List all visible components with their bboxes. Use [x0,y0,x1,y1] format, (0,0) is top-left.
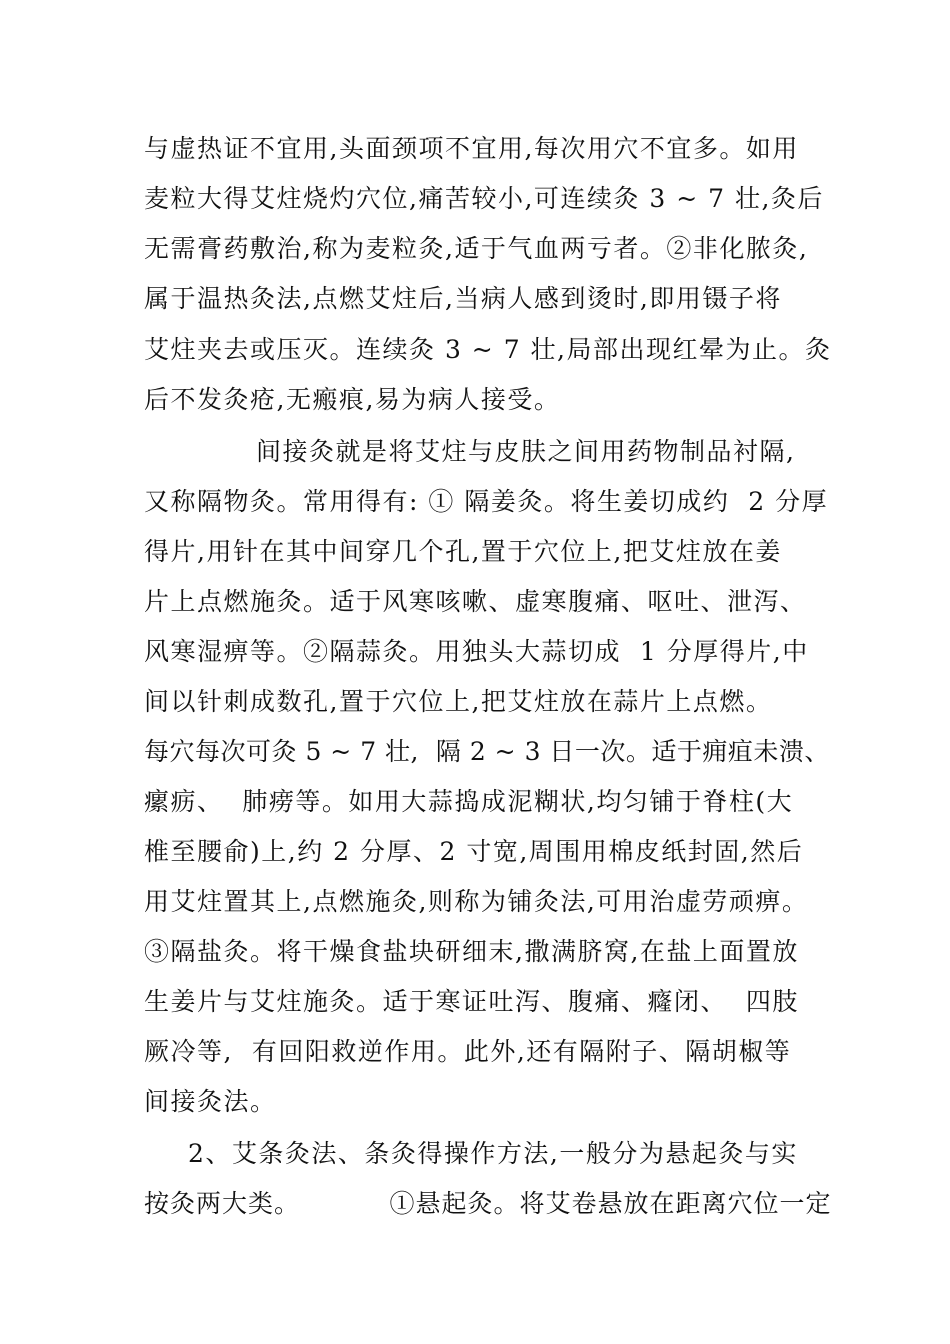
text-line: 后不发灸疮,无瘢痕,易为病人接受。 [144,385,561,414]
text-line: 属于温热灸法,点燃艾炷后,当病人感到烫时,即用镊子将 [144,284,782,313]
text-line: 生姜片与艾炷施灸。适于寒证吐泻、腹痛、癃闭、 四肢 [144,987,799,1016]
text-line: 无需膏药敷治,称为麦粒灸,适于气血两亏者。②非化脓灸, [144,234,809,263]
text-line: 片上点燃施灸。适于风寒咳嗽、虚寒腹痛、呕吐、泄泻、 [144,587,807,616]
text-line: ③隔盐灸。将干燥食盐块研细末,撒满脐窝,在盐上面置放 [144,937,799,966]
text-line: 按灸两大类。 ①悬起灸。将艾卷悬放在距离穴位一定 [144,1189,832,1218]
paragraph-first-line: 间接灸就是将艾炷与皮肤之间用药物制品衬隔, [256,437,796,466]
text-line: 用艾炷置其上,点燃施灸,则称为铺灸法,可用治虚劳顽痹。 [144,887,809,916]
text-line: 与虚热证不宜用,头面颈项不宜用,每次用穴不宜多。如用 [144,134,799,163]
text-line: 厥冷等, 有回阳救逆作用。此外,还有隔附子、隔胡椒等 [144,1037,792,1066]
text-line: 麦粒大得艾炷烧灼穴位,痛苦较小,可连续灸 3 ~ 7 壮,灸后 [144,184,824,213]
text-line: 艾炷夹去或压灭。连续灸 3 ~ 7 壮,局部出现红晕为止。灸 [144,335,832,364]
text-line: 又称隔物灸。常用得有: ① 隔姜灸。将生姜切成约 2 分厚 [144,487,829,516]
text-line: 间接灸法。 [144,1087,277,1116]
text-line: 瘰疬、 肺痨等。如用大蒜捣成泥糊状,均匀铺于脊柱(大 [144,787,794,816]
paragraph-first-line: 2、艾条灸法、条灸得操作方法,一般分为悬起灸与实 [188,1139,798,1168]
text-line: 风寒湿痹等。②隔蒜灸。用独头大蒜切成 1 分厚得片,中 [144,637,809,666]
text-line: 得片,用针在其中间穿几个孔,置于穴位上,把艾炷放在姜 [144,537,782,566]
text-line: 椎至腰俞)上,约 2 分厚、2 寸宽,周围用棉皮纸封固,然后 [144,837,804,866]
text-line: 间以针刺成数孔,置于穴位上,把艾炷放在蒜片上点燃。 [144,687,773,716]
text-line: 每穴每次可灸 5 ~ 7 壮, 隔 2 ~ 3 日一次。适于痈疽未溃、 [144,737,830,766]
